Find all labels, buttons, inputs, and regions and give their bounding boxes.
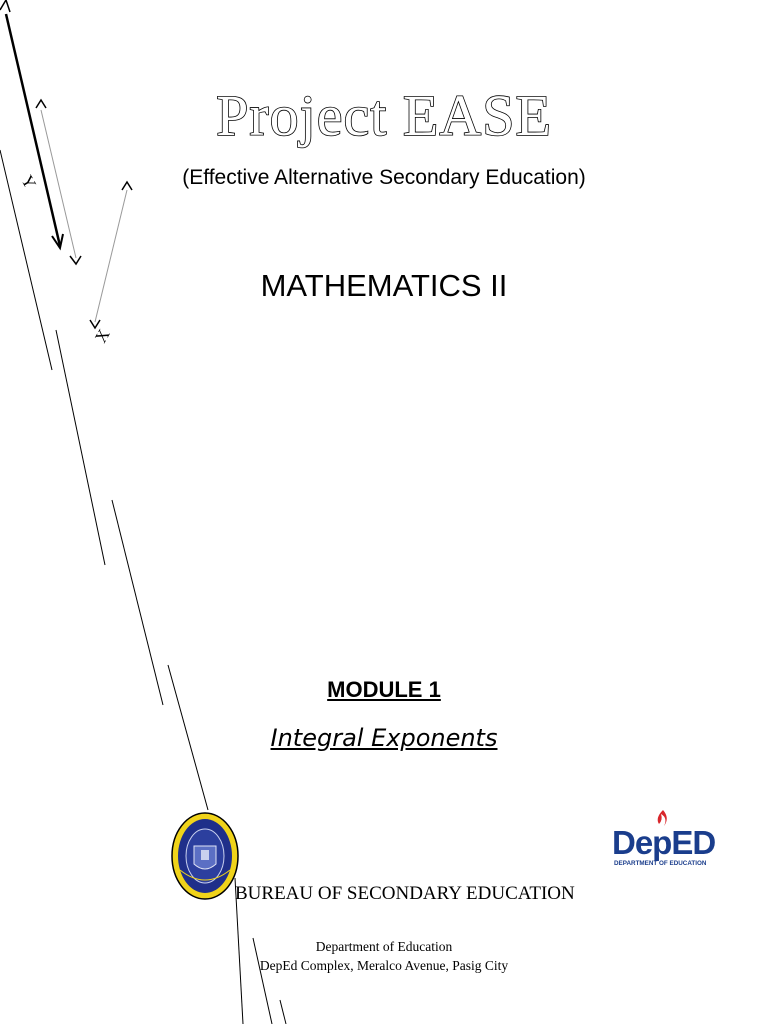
diagonal-line-2 [56, 330, 105, 565]
department-name: Department of Education [315, 939, 453, 954]
top-arrowhead-icon [0, 0, 10, 12]
deped-tagline: DEPARTMENT OF EDUCATION [614, 860, 707, 867]
module-topic: Integral Exponents [270, 724, 498, 752]
deped-logo [608, 806, 726, 868]
x-axis-label: X [90, 325, 114, 347]
department-address: DepEd Complex, Meralco Avenue, Pasig City [259, 958, 509, 973]
deped-wordmark: DepED [612, 824, 716, 861]
project-title: Project EASE [216, 83, 552, 148]
diagonal-line-3 [112, 500, 163, 705]
module-label: MODULE 1 [327, 677, 441, 702]
department-address-block [0, 937, 768, 975]
subject-title: MATHEMATICS II [260, 268, 508, 303]
bureau-seal-icon [170, 810, 240, 902]
bureau-name: BUREAU OF SECONDARY EDUCATION [235, 883, 575, 904]
diagonal-line-7 [280, 1000, 286, 1024]
y-axis-label: Y [17, 172, 40, 193]
project-subtitle: (Effective Alternative Secondary Education) [182, 166, 586, 189]
